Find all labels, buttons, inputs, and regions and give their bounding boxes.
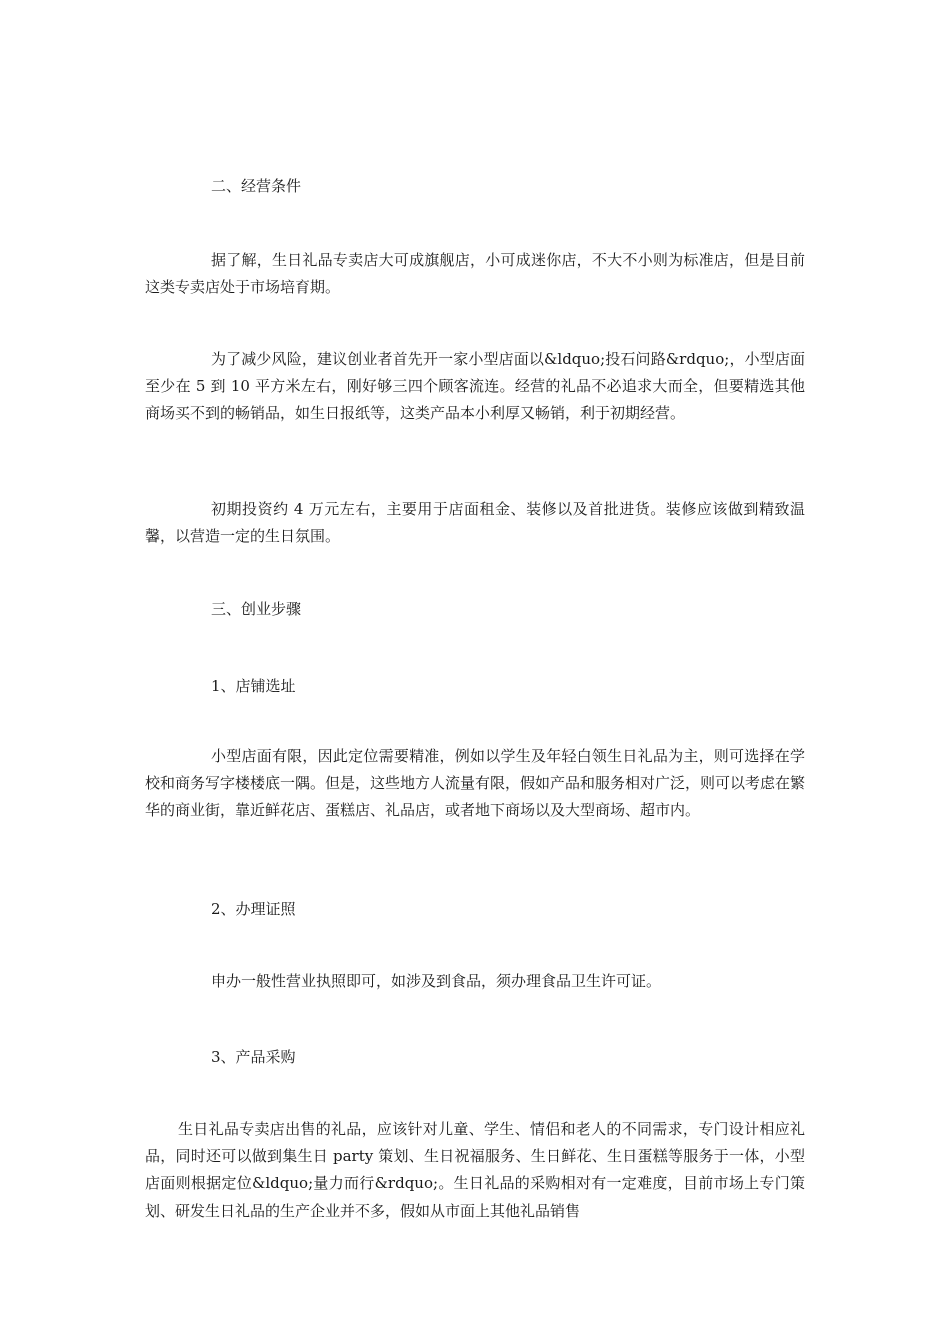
subheading-procurement: 3、产品采购: [211, 1048, 296, 1066]
paragraph-store-location: 小型店面有限，因此定位需要精准，例如以学生及年轻白领生日礼品为主，则可选择在学校和商务写字楼楼底一隅。但是，这些地方人流量有限，假如产品和服务相对广泛，则可以考虑在繁华的商业街，靠近鲜花店、蛋糕店、礼品店，或者地下商场以及大型商场、超市内。: [145, 747, 806, 820]
section-heading-business-conditions: 二、经营条件: [211, 177, 302, 195]
paragraph-initial-investment: 初期投资约 4 万元左右，主要用于店面租金、装修以及首批进货。装修应该做到精致温馨，以营造一定的生日氛围。: [145, 500, 805, 546]
paragraph-reduce-risk: 为了减少风险，建议创业者首先开一家小型店面以&ldquo;投石问路&rdquo;，小型店面至少在 5 到 10 平方米左右，刚好够三四个顾客流连。经营的礼品不必追求大而全，但要精选其他商场买不到的畅销品，如生日报纸等，这类产品本小利厚又畅销，利于初期经营。: [145, 350, 805, 423]
section-heading-startup-steps: 三、创业步骤: [211, 600, 302, 618]
paragraph-licenses: 申办一般性营业执照即可，如涉及到食品，须办理食品卫生许可证。: [211, 972, 662, 990]
subheading-store-location: 1、店铺选址: [211, 677, 296, 695]
subheading-licenses: 2、办理证照: [211, 900, 296, 918]
paragraph-store-types: 据了解，生日礼品专卖店大可成旗舰店，小可成迷你店，不大不小则为标准店，但是目前这类专卖店处于市场培育期。: [145, 251, 805, 297]
paragraph-procurement: 生日礼品专卖店出售的礼品，应该针对儿童、学生、情侣和老人的不同需求，专门设计相应礼品，同时还可以做到集生日 party 策划、生日祝福服务、生日鲜花、生日蛋糕等服务于一体，小型店面则根据定位&ldquo;量力而行&rdquo;。生日礼品的采购相对有一定难度，目前市场上专门策划、研发生日礼品的生产企业并不多，假如从市面上其他礼品销售: [145, 1120, 805, 1220]
